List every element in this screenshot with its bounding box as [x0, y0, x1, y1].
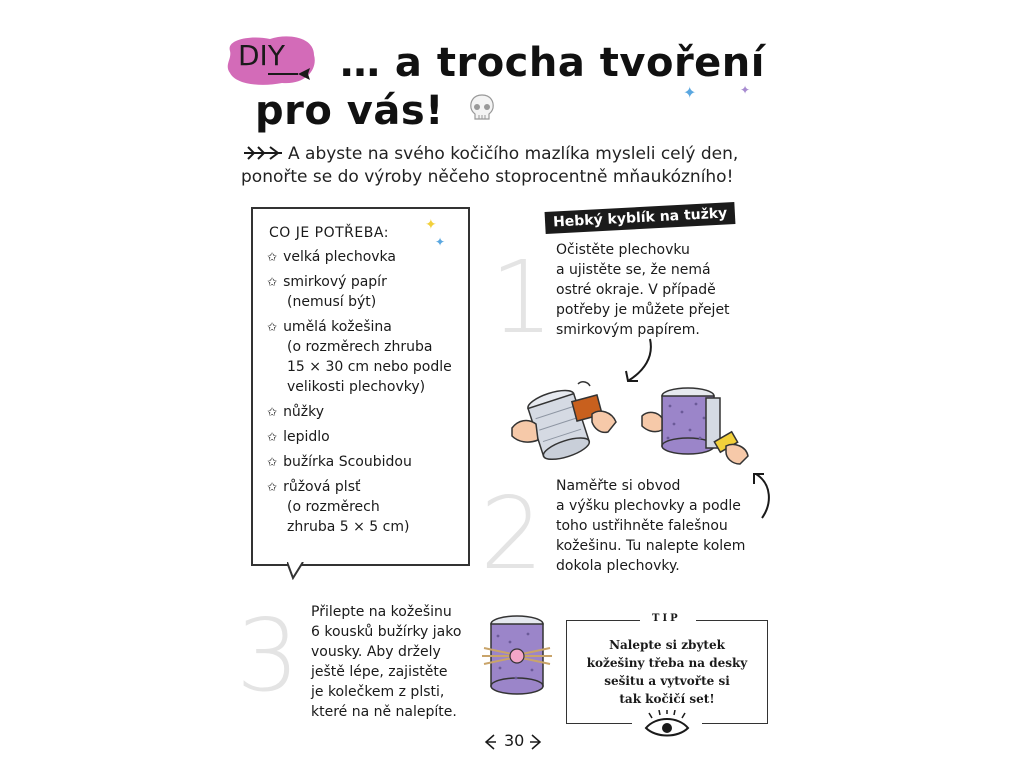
step-number: 3: [236, 597, 300, 714]
list-item: ✩ umělá kožešina: [267, 319, 392, 335]
star-icon: ✩: [267, 405, 278, 419]
eye-icon: [642, 710, 692, 740]
page-title-line2: pro vás!: [255, 88, 444, 134]
intro-line1: A abyste na svého kočičího mazlíka mysleli celý den,: [288, 144, 739, 164]
list-item-note: zhruba 5 × 5 cm): [287, 519, 410, 535]
star-icon: ✩: [267, 320, 278, 334]
star-icon: ✩: [267, 250, 278, 264]
star-icon: ✦: [683, 83, 697, 102]
page-title-line1: … a trocha tvoření: [340, 40, 765, 86]
arrow-icon: [242, 145, 286, 161]
curved-arrow-icon: [746, 470, 776, 520]
star-icon: ✩: [267, 455, 278, 469]
star-icon: ✦: [740, 83, 751, 97]
step-3-text: Přilepte na kožešinu 6 kousků bužírky jako vousky. Aby držely ještě lépe, zajistěte je kolečkem z plsti, které na ně nalepíte.: [311, 604, 462, 720]
diy-badge-text: DIY: [238, 39, 285, 72]
list-item-note: 15 × 30 cm nebo podle: [287, 359, 452, 375]
chevron-left-icon: [484, 733, 496, 751]
step-1-text: Očistěte plechovku a ujistěte se, že nemá ostré okraje. V případě potřeby je můžete přejet smirkovým papírem.: [556, 242, 730, 338]
star-icon: ✩: [267, 275, 278, 289]
skull-icon: [467, 93, 497, 123]
page-footer: [484, 731, 544, 753]
materials-box: [251, 207, 470, 566]
chevron-right-icon: [530, 733, 542, 751]
cleaning-can-illustration: [508, 378, 648, 468]
materials-box-tail: [287, 562, 307, 580]
list-item-note: velikosti plechovky): [287, 379, 426, 395]
materials-header: CO JE POTŘEBA:: [269, 225, 389, 241]
star-icon: ✦: [425, 217, 437, 233]
list-item-note: (o rozměrech zhruba: [287, 339, 433, 355]
star-icon: ✩: [267, 430, 278, 444]
star-icon: ✦: [435, 235, 446, 249]
step-number: 2: [480, 475, 544, 592]
list-item: ✩ bužírka Scoubidou: [267, 454, 412, 470]
intro-line2: ponořte se do výroby něčeho stoprocentně mňaukózního!: [241, 167, 734, 187]
list-item-note: (o rozměrech: [287, 499, 380, 515]
finished-cup-illustration: [482, 612, 552, 702]
wrapping-fur-illustration: [638, 380, 758, 470]
tip-text: Nalepte si zbytek kožešiny třeba na desky sešitu a vytvořte si tak kočičí set!: [586, 638, 748, 706]
list-item: ✩ nůžky: [267, 404, 325, 420]
step-2-text: Naměřte si obvod a výšku plechovky a podle toho ustřihněte falešnou kožešinu. Tu nalepte kolem dokola plechovky.: [556, 478, 746, 574]
step-number: 1: [490, 239, 554, 356]
list-item: ✩ lepidlo: [267, 429, 330, 445]
star-icon: ✩: [267, 480, 278, 494]
list-item-note: (nemusí být): [287, 294, 377, 310]
diy-badge: [222, 33, 318, 87]
project-label: Hebký kyblík na tužky: [545, 202, 736, 234]
broom-icon: [266, 67, 312, 81]
list-item: ✩ velká plechovka: [267, 249, 396, 265]
page-number: 30: [504, 731, 525, 750]
tip-title: TIP: [652, 613, 681, 624]
list-item: ✩ smirkový papír: [267, 274, 387, 290]
list-item: ✩ růžová plsť: [267, 479, 361, 495]
materials-list: [267, 247, 462, 537]
